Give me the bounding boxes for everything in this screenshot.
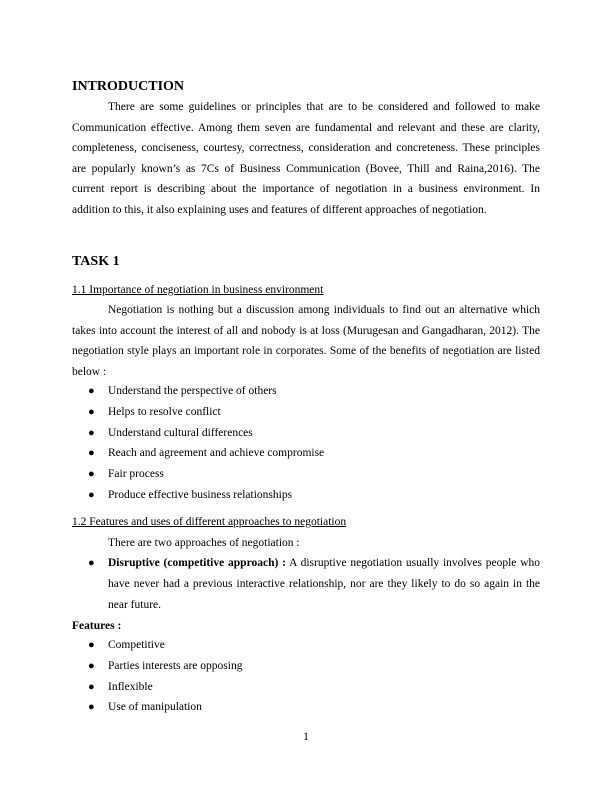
list-item: ● Use of manipulation <box>72 697 540 718</box>
bullet-icon: ● <box>88 680 95 693</box>
list-item: ● Reach and agreement and achieve compromise <box>72 443 540 464</box>
bullet-icon: ● <box>88 385 95 397</box>
bullet-icon: ● <box>88 659 95 672</box>
bullet-icon: ● <box>88 426 95 439</box>
bullet-icon: ● <box>88 447 95 460</box>
page-number: 1 <box>303 731 309 743</box>
section-1-1-paragraph: Negotiation is nothing but a discussion among individuals to find out an alternative which takes into account the interest of all and nobody is at loss (Murugesan and Gangadharan, 2012). The negotiation style plays an important role in corporates. Some of the benefits of negotiation are listed below : <box>72 304 540 378</box>
approach-description: A disruptive negotiation usually involves people who have never had a previous interactive relationship, nor are they likely to do so again in the near future. <box>108 557 540 611</box>
list-item: ● Parties interests are opposing <box>72 656 540 677</box>
list-item: ● Fair process <box>72 464 540 485</box>
list-item: ● Understand the perspective of others <box>72 381 540 402</box>
section-1-1-title: 1.1 Importance of negotiation in business environment <box>72 284 324 296</box>
introduction-heading: INTRODUCTION <box>72 79 185 94</box>
bullet-icon: ● <box>88 468 95 481</box>
features-label: Features : <box>72 620 122 632</box>
list-item: ● Inflexible <box>72 677 540 698</box>
bullet-icon: ● <box>88 557 95 569</box>
task1-heading: TASK 1 <box>72 254 120 269</box>
list-item: ● Understand cultural differences <box>72 423 540 444</box>
bullet-icon: ● <box>88 701 95 714</box>
benefits-list <box>72 381 540 506</box>
approach-term: Disruptive (competitive approach) : <box>108 557 286 569</box>
features-list <box>72 635 540 718</box>
approach-disruptive <box>72 553 540 615</box>
introduction-paragraph: There are some guidelines or principles that are to be considered and followed to make Communication effective. Among them seven are fundamental and relevant and these are clarity, completeness, conciseness, courtesy, correctness, consideration and concreteness. These principles are popularly known’s as 7Cs of Business Communication (Bovee, Thill and Raina,2016). The current report is describing about the importance of negotiation in a business environment. In addition to this, it also explaining uses and features of different approaches of negotiation. <box>72 101 540 216</box>
section-1-2-intro: There are two approaches of negotiation : <box>108 537 300 549</box>
bullet-icon: ● <box>88 639 95 651</box>
section-1-2-title: 1.2 Features and uses of different approaches to negotiation <box>72 516 347 528</box>
list-item: ● Helps to resolve conflict <box>72 402 540 423</box>
list-item: ● Competitive <box>72 635 540 656</box>
bullet-icon: ● <box>88 488 95 501</box>
list-item: ● Produce effective business relationships <box>72 485 540 506</box>
bullet-icon: ● <box>88 405 95 418</box>
